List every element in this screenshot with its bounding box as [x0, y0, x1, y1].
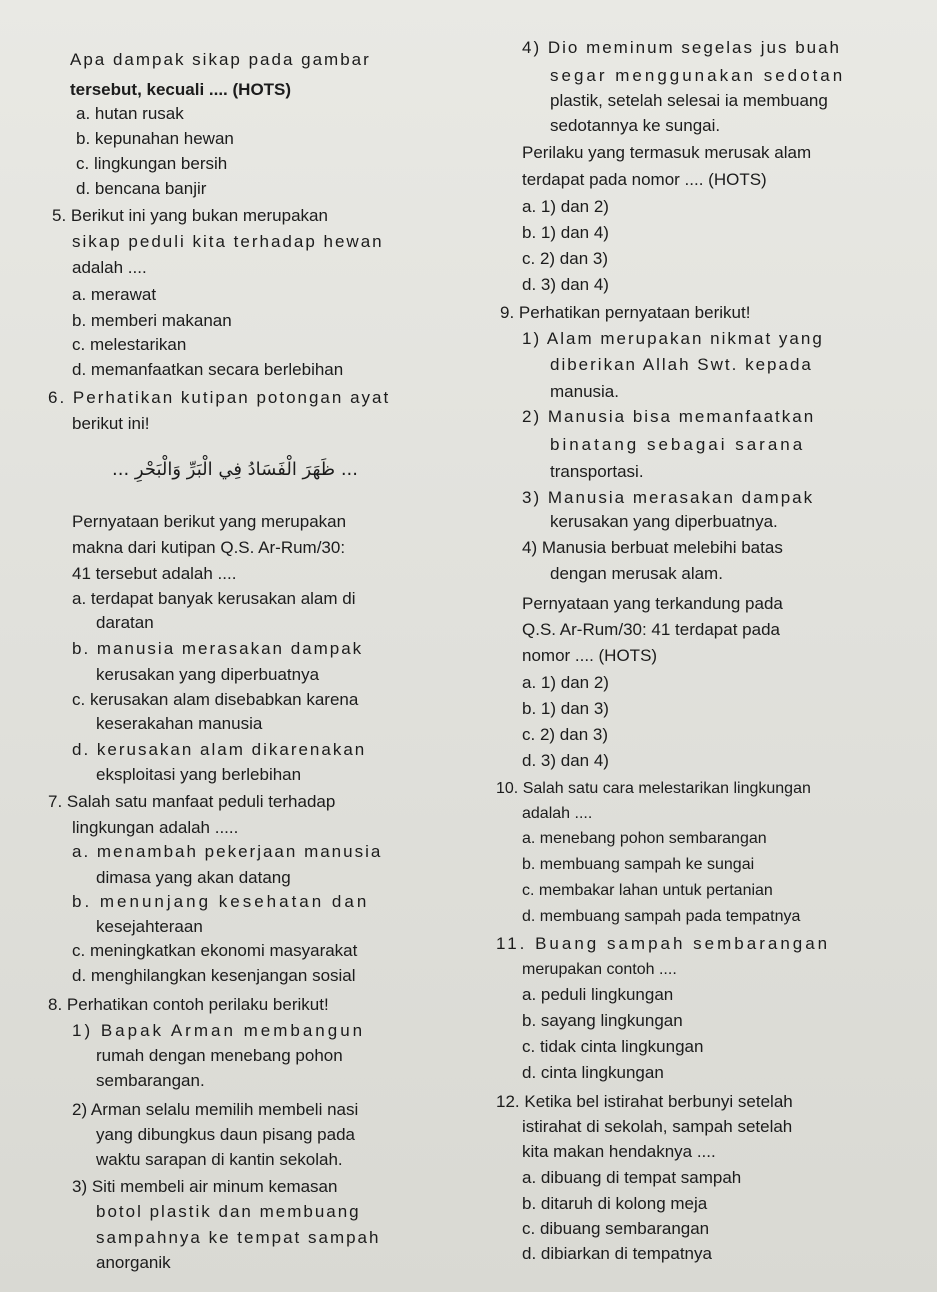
q6-stem-line5: 41 tersebut adalah .... [72, 564, 237, 583]
q5-stem-line1: 5. Berikut ini yang bukan merupakan [52, 206, 328, 225]
q6-stem-line2: berikut ini! [72, 414, 150, 433]
q9-option-b: b. 1) dan 3) [522, 699, 609, 718]
q8-item3-line1: 3) Siti membeli air minum kemasan [72, 1177, 338, 1196]
q9-s1-line3: manusia. [550, 382, 619, 401]
q8-item4-line3: plastik, setelah selesai ia membuang [550, 91, 828, 110]
q4-stem-line2: tersebut, kecuali .... (HOTS) [70, 80, 292, 99]
q8-item2-line3: waktu sarapan di kantin sekolah. [96, 1150, 343, 1169]
q7-option-a-line1: a. menambah pekerjaan manusia [72, 842, 383, 861]
q6-option-d-line2: eksploitasi yang berlebihan [96, 765, 302, 784]
q10-option-c: c. membakar lahan untuk pertanian [522, 882, 773, 899]
q6-option-b-line1: b. manusia merasakan dampak [72, 639, 364, 658]
q7-stem-line2: lingkungan adalah ..... [72, 818, 239, 837]
q5-option-c: c. melestarikan [72, 335, 187, 354]
q9-stem: 9. Perhatikan pernyataan berikut! [500, 303, 751, 322]
q8-option-c: c. 2) dan 3) [522, 249, 608, 268]
q8-item1-line2: rumah dengan menebang pohon [96, 1046, 343, 1065]
q11-option-d: d. cinta lingkungan [522, 1063, 664, 1082]
q8-question-line2: terdapat pada nomor .... (HOTS) [522, 170, 767, 189]
q9-s4-line2: dengan merusak alam. [550, 564, 723, 583]
q8-option-b: b. 1) dan 4) [522, 223, 609, 242]
q12-stem-line2: istirahat di sekolah, sampah setelah [522, 1117, 793, 1136]
q8-item4-line4: sedotannya ke sungai. [550, 116, 721, 135]
q10-option-b: b. membuang sampah ke sungai [522, 856, 755, 873]
q6-option-a-line1: a. terdapat banyak kerusakan alam di [72, 589, 356, 608]
q4-option-d: d. bencana banjir [76, 179, 207, 198]
q4-stem-line1: Apa dampak sikap pada gambar [70, 50, 371, 69]
q9-s1-line2: diberikan Allah Swt. kepada [550, 355, 813, 374]
q9-s4-line1: 4) Manusia berbuat melebihi batas [522, 538, 783, 557]
q9-question-line3: nomor .... (HOTS) [522, 646, 658, 665]
q8-item1-line1: 1) Bapak Arman membangun [72, 1021, 366, 1040]
q4-option-a: a. hutan rusak [76, 104, 184, 123]
q6-option-b-line2: kerusakan yang diperbuatnya [96, 665, 320, 684]
q7-option-b-line1: b. menunjang kesehatan dan [72, 892, 370, 911]
q9-option-c: c. 2) dan 3) [522, 725, 608, 744]
q8-item3-line2: botol plastik dan membuang [96, 1202, 361, 1221]
q8-item3-line4: anorganik [96, 1253, 171, 1272]
q7-stem-line1: 7. Salah satu manfaat peduli terhadap [48, 792, 336, 811]
q8-item4-line2: segar menggunakan sedotan [550, 66, 846, 85]
q8-option-d: d. 3) dan 4) [522, 275, 609, 294]
q9-s3-line2: kerusakan yang diperbuatnya. [550, 512, 778, 531]
q6-option-c-line2: keserakahan manusia [96, 714, 263, 733]
q6-option-d-line1: d. kerusakan alam dikarenakan [72, 740, 367, 759]
q4-option-b: b. kepunahan hewan [76, 129, 234, 148]
q8-item2-line2: yang dibungkus daun pisang pada [96, 1125, 355, 1144]
q7-option-a-line2: dimasa yang akan datang [96, 868, 291, 887]
q8-option-a: a. 1) dan 2) [522, 197, 609, 216]
q8-item2-line1: 2) Arman selalu memilih membeli nasi [72, 1100, 359, 1119]
q9-option-d: d. 3) dan 4) [522, 751, 609, 770]
q5-option-d: d. memanfaatkan secara berlebihan [72, 360, 344, 379]
q8-item1-line3: sembarangan. [96, 1071, 205, 1090]
q7-option-b-line2: kesejahteraan [96, 917, 203, 936]
q12-option-b: b. ditaruh di kolong meja [522, 1194, 708, 1213]
q9-question-line1: Pernyataan yang terkandung pada [522, 594, 783, 613]
q5-option-b: b. memberi makanan [72, 311, 232, 330]
q10-stem-line1: 10. Salah satu cara melestarikan lingkungan [496, 780, 811, 797]
q8-stem: 8. Perhatikan contoh perilaku berikut! [48, 995, 329, 1014]
q5-stem-line2: sikap peduli kita terhadap hewan [72, 232, 384, 251]
q11-option-b: b. sayang lingkungan [522, 1011, 683, 1030]
q9-s2-line3: transportasi. [550, 462, 644, 481]
q10-option-a: a. menebang pohon sembarangan [522, 830, 767, 847]
q12-option-c: c. dibuang sembarangan [522, 1219, 710, 1238]
q12-stem-line3: kita makan hendaknya .... [522, 1142, 716, 1161]
q8-question-line1: Perilaku yang termasuk merusak alam [522, 143, 812, 162]
q9-s1-line1: 1) Alam merupakan nikmat yang [522, 329, 824, 348]
q9-question-line2: Q.S. Ar-Rum/30: 41 terdapat pada [522, 620, 780, 639]
q6-stem-line3: Pernyataan berikut yang merupakan [72, 512, 347, 531]
q12-option-d: d. dibiarkan di tempatnya [522, 1244, 712, 1263]
q12-stem-line1: 12. Ketika bel istirahat berbunyi setelah [496, 1092, 793, 1111]
q10-option-d: d. membuang sampah pada tempatnya [522, 908, 801, 925]
q11-stem-line2: merupakan contoh .... [522, 961, 677, 978]
q11-stem-line1: 11. Buang sampah sembarangan [496, 934, 831, 953]
q5-option-a: a. merawat [72, 285, 157, 304]
q9-s2-line1: 2) Manusia bisa memanfaatkan [522, 407, 816, 426]
q11-option-c: c. tidak cinta lingkungan [522, 1037, 704, 1056]
q9-s2-line2: binatang sebagai sarana [550, 435, 806, 454]
q12-option-a: a. dibuang di tempat sampah [522, 1168, 742, 1187]
q6-stem-line4: makna dari kutipan Q.S. Ar-Rum/30: [72, 538, 346, 557]
q9-s3-line1: 3) Manusia merasakan dampak [522, 488, 815, 507]
q11-option-a: a. peduli lingkungan [522, 985, 674, 1004]
q8-item3-line3: sampahnya ke tempat sampah [96, 1228, 381, 1247]
q10-stem-line2: adalah .... [522, 805, 593, 822]
q9-option-a: a. 1) dan 2) [522, 673, 609, 692]
q6-option-a-line2: daratan [96, 613, 154, 632]
q4-option-c: c. lingkungan bersih [76, 154, 228, 173]
q7-option-d: d. menghilangkan kesenjangan sosial [72, 966, 356, 985]
q7-option-c: c. meningkatkan ekonomi masyarakat [72, 941, 358, 960]
q6-option-c-line1: c. kerusakan alam disebabkan karena [72, 690, 359, 709]
q8-item4-line1: 4) Dio meminum segelas jus buah [522, 38, 842, 57]
q6-stem-line1: 6. Perhatikan kutipan potongan ayat [48, 388, 391, 407]
q6-ayat-quote: ... ظَهَرَ الْفَسَادُ فِي الْبَرِّ وَالْبَحْرِ ... [112, 459, 358, 480]
q5-stem-line3: adalah .... [72, 258, 147, 277]
